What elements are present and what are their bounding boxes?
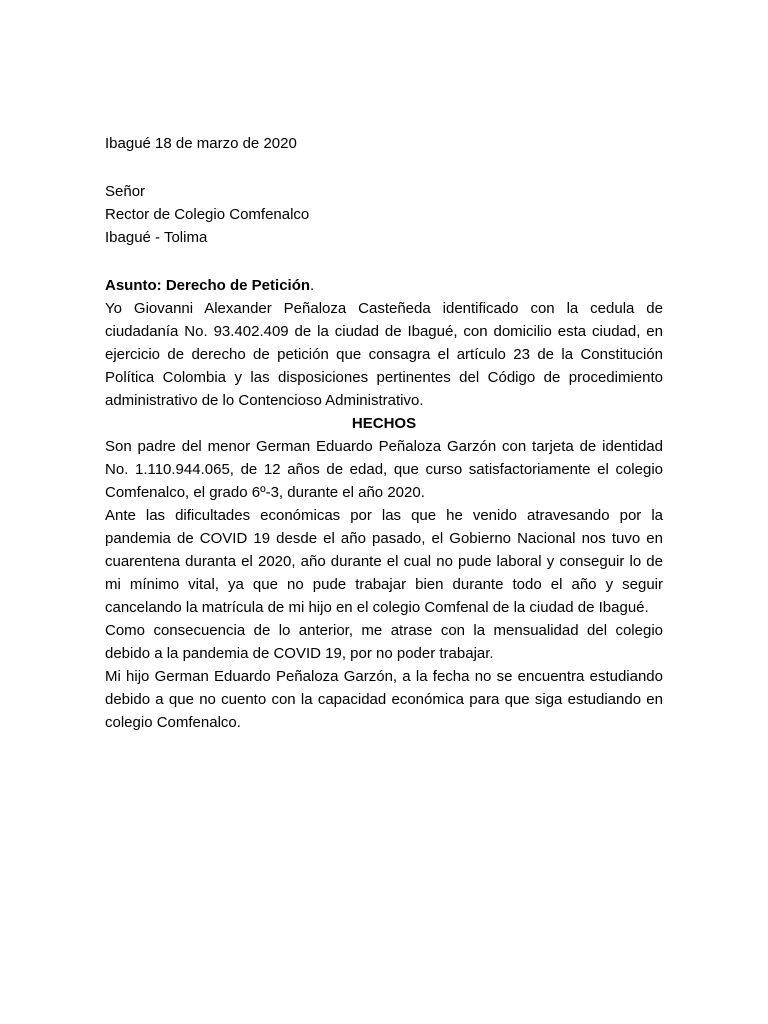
facts-paragraph-4: Mi hijo German Eduardo Peñaloza Garzón, a la fecha no se encuentra estudiando debido a que no cuento con la capacidad económica para que siga estudiando en colegio Comfenalco. xyxy=(105,668,663,731)
recipient-title: Rector de Colegio Comfenalco xyxy=(105,206,310,223)
subject-label: Asunto: Derecho de Petición xyxy=(105,277,311,294)
subject-line xyxy=(105,274,663,297)
subject-period: . xyxy=(310,277,315,294)
recipient-location: Ibagué - Tolima xyxy=(105,229,208,246)
facts-paragraph-3: Como consecuencia de lo anterior, me atrase con la mensualidad del colegio debido a la pandemia de COVID 19, por no poder trabajar. xyxy=(105,622,663,662)
facts-heading: HECHOS xyxy=(351,415,417,432)
intro-paragraph: Yo Giovanni Alexander Peñaloza Casteñeda identificado con la cedula de ciudadanía No. 93.402.409 de la ciudad de Ibagué, con domicilio esta ciudad, en ejercicio de derecho de petición que consagra el artículo 23 de la Constitución Política Colombia y las disposiciones pertinentes del Código de procedimiento administrativo de lo Contencioso Administrativo. xyxy=(105,300,663,409)
facts-paragraph-2: Ante las dificultades económicas por las que he venido atravesando por la pandemia de COVID 19 desde el año pasado, el Gobierno Nacional nos tuvo en cuarentena duranta el 2020, año durante el cual no pude laboral y conseguir lo de mi mínimo vital, ya que no pude trabajar bien durante todo el año y seguir cancelando la matrícula de mi hijo en el colegio Comfenal de la ciudad de Ibagué. xyxy=(105,507,663,616)
recipient-block xyxy=(105,180,663,249)
document-body xyxy=(105,132,663,734)
recipient-salutation: Señor xyxy=(105,183,146,200)
date-line: Ibagué 18 de marzo de 2020 xyxy=(105,135,297,152)
facts-paragraph-1: Son padre del menor German Eduardo Peñaloza Garzón con tarjeta de identidad No. 1.110.944.065, de 12 años de edad, que curso satisfactoriamente el colegio Comfenalco, el grado 6º-3, durante el año 2020. xyxy=(105,438,663,501)
